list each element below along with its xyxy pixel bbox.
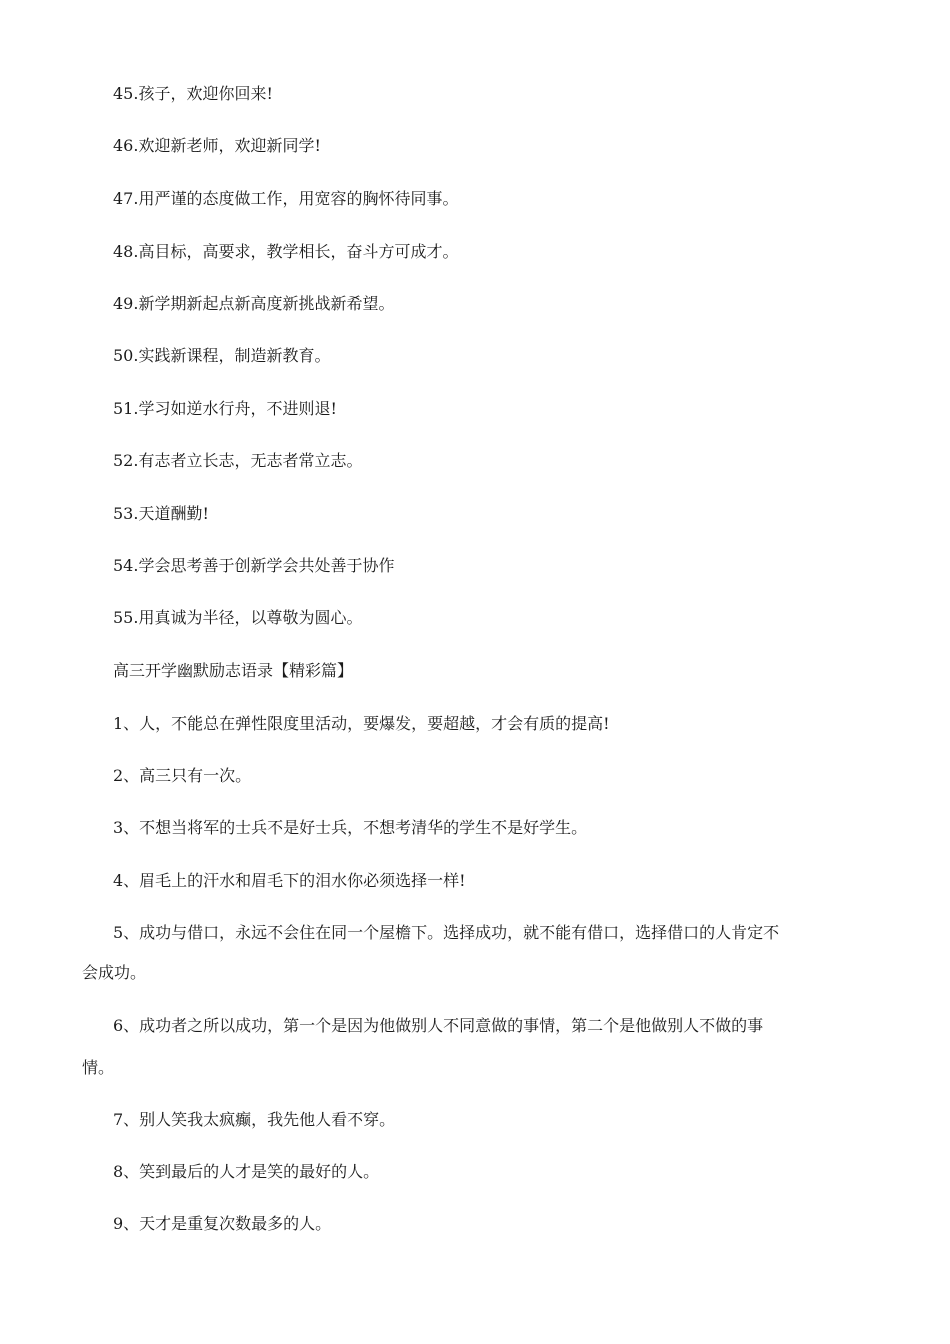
- quote-item: 2、高三只有一次。: [113, 766, 252, 785]
- quote-item: 4、眉毛上的汗水和眉毛下的泪水你必须选择一样!: [113, 871, 466, 890]
- list-item: 52.有志者立长志，无志者常立志。: [113, 451, 363, 470]
- list-item: 46.欢迎新老师，欢迎新同学!: [113, 136, 321, 155]
- list-item: 53.天道酬勤!: [113, 504, 209, 523]
- quote-item: 1、人，不能总在弹性限度里活动，要爆发，要超越，才会有质的提高!: [113, 714, 610, 733]
- list-item: 54.学会思考善于创新学会共处善于协作: [113, 556, 395, 575]
- quote-item-line-2: 会成功。: [82, 963, 147, 982]
- list-item: 47.用严谨的态度做工作，用宽容的胸怀待同事。: [113, 189, 459, 208]
- quote-item-line-2: 情。: [82, 1058, 115, 1077]
- section-heading: 高三开学幽默励志语录【精彩篇】: [113, 661, 354, 680]
- list-item: 50.实践新课程，制造新教育。: [113, 346, 331, 365]
- quote-item-line-1: 5、成功与借口，永远不会住在同一个屋檐下。选择成功，就不能有借口，选择借口的人肯定不: [113, 923, 780, 942]
- list-item: 51.学习如逆水行舟，不进则退!: [113, 399, 337, 418]
- quote-item-line-1: 6、成功者之所以成功，第一个是因为他做别人不同意做的事情，第二个是他做别人不做的事: [113, 1016, 764, 1035]
- list-item: 49.新学期新起点新高度新挑战新希望。: [113, 294, 395, 313]
- list-item: 55.用真诚为半径，以尊敬为圆心。: [113, 608, 363, 627]
- quote-item: 8、笑到最后的人才是笑的最好的人。: [113, 1162, 380, 1181]
- quote-item: 3、不想当将军的士兵不是好士兵，不想考清华的学生不是好学生。: [113, 818, 588, 837]
- list-item: 45.孩子，欢迎你回来!: [113, 84, 273, 103]
- quote-item: 7、别人笑我太疯癫，我先他人看不穿。: [113, 1110, 396, 1129]
- quote-item: 9、天才是重复次数最多的人。: [113, 1214, 332, 1233]
- list-item: 48.高目标，高要求，教学相长，奋斗方可成才。: [113, 242, 459, 261]
